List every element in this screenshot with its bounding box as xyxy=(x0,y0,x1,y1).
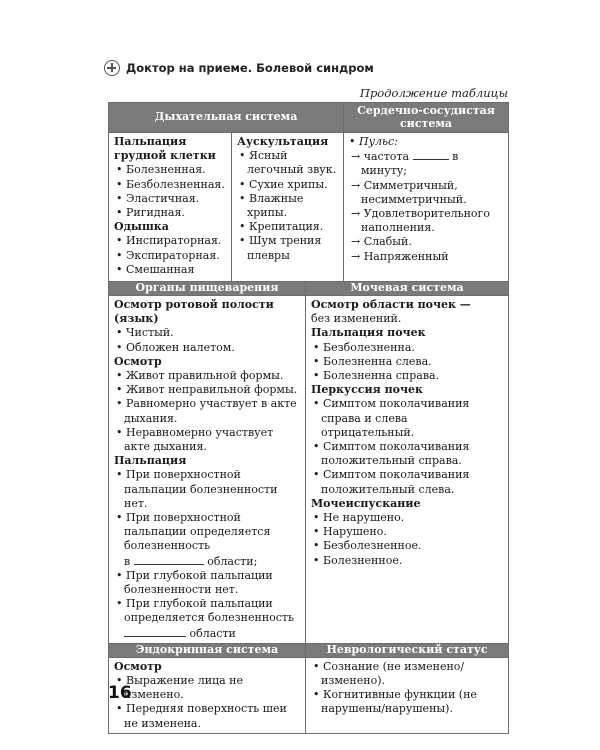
list-item: • Инспираторная. xyxy=(114,234,226,248)
fill-in-blank[interactable] xyxy=(413,149,449,160)
exam-table xyxy=(108,102,509,734)
list-item: • Сознание (не изменено/изменено). xyxy=(311,660,503,688)
endocrine-exam-heading: Осмотр xyxy=(114,659,162,673)
plus-cross-icon xyxy=(104,60,120,76)
list-item: • Живот правильной формы. xyxy=(114,369,300,383)
list-item: • При глубокой пальпации болезненности нет. xyxy=(114,569,300,597)
digestive-cell xyxy=(109,296,306,644)
list-item: • Сухие хрипы. xyxy=(237,178,338,192)
kidney-percussion-heading: Перкуссия почек xyxy=(311,383,423,397)
list-item: • Болезненная. xyxy=(114,163,226,177)
palpation-text: в xyxy=(124,554,131,568)
list-item: • Шум трения плевры xyxy=(237,234,338,262)
list-item: • Безболезненна. xyxy=(311,341,503,355)
endocrine-header: Эндокринная система xyxy=(109,643,306,657)
kidney-palpation-heading: Пальпация почек xyxy=(311,326,426,340)
list-item: • Влажные хрипы. xyxy=(237,192,338,220)
urinary-cell xyxy=(306,296,509,644)
list-item: → Удовлетворительного наполнения. xyxy=(349,207,503,235)
list-item: • Болезненна слева. xyxy=(311,355,503,369)
list-item: • Передняя поверхность шеи не изменена. xyxy=(114,702,300,730)
list-item: • Болезненное. xyxy=(311,554,503,568)
cardio-cell xyxy=(344,133,509,282)
list-item: • Симптом поколачивания положительный справа. xyxy=(311,440,503,468)
list-item: • При поверхностной пальпации болезненности нет. xyxy=(114,468,300,511)
fill-in-blank[interactable] xyxy=(134,554,204,565)
list-item xyxy=(114,511,300,569)
endocrine-cell xyxy=(109,657,306,733)
pulse-rate-prefix: частота xyxy=(363,150,410,164)
neuro-header: Неврологический статус xyxy=(306,643,509,657)
list-item: • Симптом поколачивания справа и слева отрицательный. xyxy=(311,397,503,440)
list-item: • Выражение лица не изменено. xyxy=(114,674,300,702)
list-item: • Ясный легочный звук. xyxy=(237,149,338,177)
fill-in-blank[interactable] xyxy=(124,626,186,637)
list-item: • Болезненна справа. xyxy=(311,369,503,383)
digestive-header: Органы пищеварения xyxy=(109,282,306,296)
urination-heading: Мочеиспускание xyxy=(311,496,421,510)
list-item: → Симметричный, несимметричный. xyxy=(349,179,503,207)
list-item: • Безболезненное. xyxy=(311,539,503,553)
auscultation-heading: Аускультация xyxy=(237,135,329,148)
abdomen-exam-heading: Осмотр xyxy=(114,354,162,368)
abdomen-palpation-heading: Пальпация xyxy=(114,454,187,468)
header-title: Доктор на приеме. Болевой синдром xyxy=(126,61,374,75)
pulse-label: • Пульс: xyxy=(349,135,503,149)
list-item: • Обложен налетом. xyxy=(114,341,300,355)
palpation-text: При поверхностной пальпации определяется болезненность xyxy=(124,511,271,553)
list-item xyxy=(114,597,300,641)
list-item: • Не нарушено. xyxy=(311,511,503,525)
pulse-rate-line xyxy=(349,149,503,178)
kidney-exam-text: без изменений. xyxy=(311,312,402,326)
list-item: • Ригидная. xyxy=(114,206,226,220)
kidney-exam-heading: Осмотр области почек — xyxy=(311,298,471,311)
respiratory-palpation-cell xyxy=(109,133,232,282)
list-item: • Крепитация. xyxy=(237,220,338,234)
list-item: • Когнитивные функции (не нарушены/нарушены). xyxy=(311,688,503,716)
list-item: → Слабый. xyxy=(349,235,503,249)
palpation-text: области xyxy=(189,626,236,640)
pulse-rate-suffix: в минуту; xyxy=(361,150,459,178)
oral-exam-heading: Осмотр ротовой полости (язык) xyxy=(114,298,274,326)
palpation-text: При глубокой пальпации определяется болезненность xyxy=(124,597,295,625)
palpation-heading: Пальпация грудной клетки xyxy=(114,135,216,163)
table-continuation-note: Продолжение таблицы xyxy=(359,86,508,100)
list-item: • Смешанная xyxy=(114,263,226,277)
list-item: • Симптом поколачивания положительный слева. xyxy=(311,468,503,496)
list-item: • Безболезненная. xyxy=(114,178,226,192)
urinary-header: Мочевая система xyxy=(306,282,509,296)
running-header xyxy=(104,58,374,78)
list-item: • Нарушено. xyxy=(311,525,503,539)
dyspnea-heading: Одышка xyxy=(114,220,169,234)
cardio-header: Сердечно-сосудистая система xyxy=(344,103,509,133)
respiratory-auscultation-cell xyxy=(232,133,344,282)
list-item: • Экспираторная. xyxy=(114,249,226,263)
neuro-cell xyxy=(306,657,509,733)
page-number: 16 xyxy=(108,683,132,703)
list-item: • Неравномерно участвует акте дыхания. xyxy=(114,426,300,454)
list-item: • Равномерно участвует в акте дыхания. xyxy=(114,397,300,425)
palpation-text: области; xyxy=(207,554,258,568)
list-item: → Напряженный xyxy=(349,250,503,264)
list-item: • Эластичная. xyxy=(114,192,226,206)
list-item: • Чистый. xyxy=(114,326,300,340)
respiratory-header: Дыхательная система xyxy=(109,103,344,133)
list-item: • Живот неправильной формы. xyxy=(114,383,300,397)
